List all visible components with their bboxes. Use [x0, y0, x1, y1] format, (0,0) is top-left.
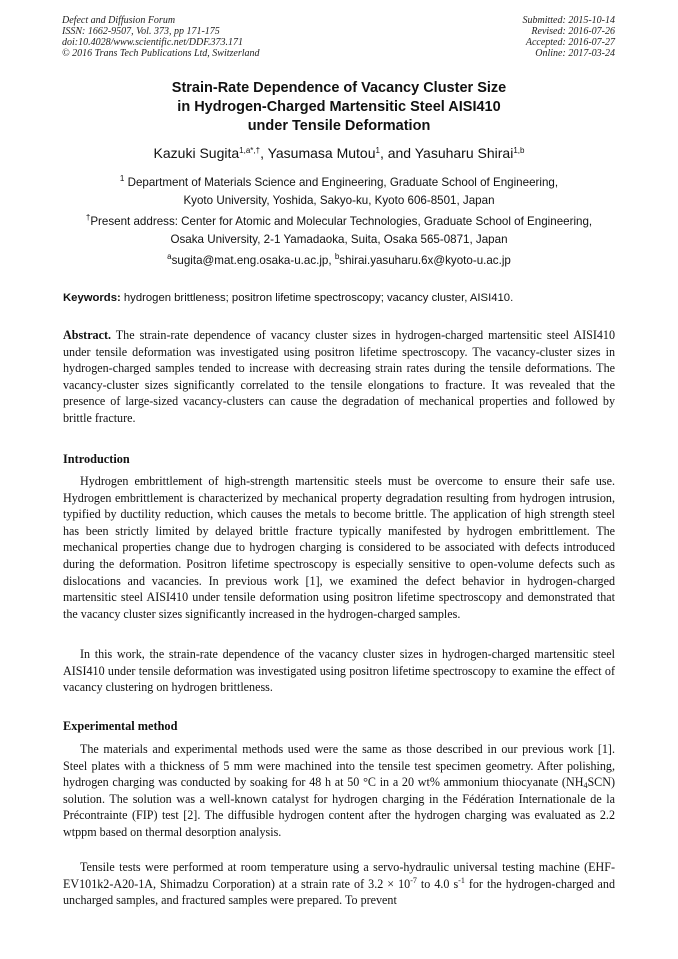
section-heading-experimental: Experimental method — [63, 719, 178, 733]
affiliation-line — [0, 213, 678, 231]
keywords — [63, 290, 615, 306]
keywords-label: Keywords: — [63, 292, 121, 304]
paragraph-text: The materials and experimental methods used were the same as those described in our previous work [1]. Steel plates with a thickness of 5 mm were machined into the tensile test specimen geometry. After polishing, hydrogen charging was conducted by soaking for 48 h at 50 °C in a 20 wt% ammonium thiocyanate (NH — [63, 742, 615, 790]
abstract — [63, 327, 615, 427]
paragraph: Hydrogen embrittlement of high-strength martensitic steels must be overcome to ensure their safe use. Hydrogen embrittlement is characterized by mechanical property degradation resulting from hydrogen intrusion, typified by ductility reduction, which causes the metals to become brittle. The application of high strength steel has been strictly limited by delayed brittle fracture typically manifested by hydrogen embrittlement. The mechanical properties change due to hydrogen charging is considered to be associated with defects introduced during the deformation. Positron lifetime spectroscopy is especially sensitive to open-volume defects such as dislocations and vacancies. In previous work [1], we examined the defect behavior in hydrogen-charged martensitic steel AISI410 under tensile deformation using positron lifetime spectroscopy and demonstrated that the vacancy cluster sizes significantly increased in the hydrogen-charged samples. — [63, 474, 615, 621]
subscript: 4 — [583, 781, 588, 791]
author-affiliation-mark: 1,a*,† — [239, 146, 261, 155]
author-list — [0, 144, 678, 162]
email-line — [0, 252, 678, 270]
superscript: -1 — [458, 875, 465, 885]
paragraph: In this work, the strain-rate dependence of the vacancy cluster sizes in hydrogen-charged martensitic steel AISI410 under tensile deformation was investigated using positron lifetime spectroscopy to examine the effect of vacancy clustering on hydrogen brittleness. — [63, 647, 615, 695]
affiliation-mark: † — [85, 213, 91, 222]
email-address: sugita@mat.eng.osaka-u.ac.jp, — [171, 254, 335, 267]
author-separator: , — [260, 145, 268, 161]
affiliation-text: Present address: Center for Atomic and Molecular Technologies, Graduate School of Engineering, — [90, 215, 593, 228]
affiliation-1 — [0, 174, 678, 209]
accepted-date: Accepted: 2016-07-27 — [525, 37, 615, 48]
copyright-line: © 2016 Trans Tech Publications Ltd, Switzerland — [62, 48, 260, 59]
journal-name: Defect and Diffusion Forum — [62, 15, 176, 26]
author-affiliation-mark: 1,b — [513, 146, 525, 155]
author-separator: , and — [379, 145, 415, 161]
affiliation-mark: 1 — [119, 174, 125, 183]
affiliation-line: Osaka University, 2-1 Yamadaoka, Suita, Osaka 565-0871, Japan — [170, 232, 508, 246]
keywords-text: hydrogen brittleness; positron lifetime spectroscopy; vacancy cluster, AISI410. — [120, 292, 514, 304]
section-heading-introduction: Introduction — [63, 452, 130, 466]
affiliation-text: Department of Materials Science and Engineering, Graduate School of Engineering, — [124, 176, 559, 189]
doi-line: doi:10.4028/www.scientific.net/DDF.373.171 — [62, 37, 244, 48]
author-name: Yasuharu Shirai — [414, 145, 514, 161]
online-date: Online: 2017-03-24 — [535, 48, 615, 59]
author-name: Kazuki Sugita — [153, 145, 240, 161]
submitted-date: Submitted: 2015-10-14 — [522, 15, 615, 26]
dates-header — [523, 15, 616, 59]
author-name: Yasumasa Mutou — [267, 145, 376, 161]
paragraph-text: to 4.0 s — [416, 876, 459, 891]
affiliation-line: Kyoto University, Yoshida, Sakyo-ku, Kyoto 606-8501, Japan — [183, 193, 495, 207]
email-mark: a — [167, 252, 172, 261]
author-affiliation-mark: 1 — [375, 146, 380, 155]
email-mark: b — [334, 252, 340, 261]
email-address: shirai.yasuharu.6x@kyoto-u.ac.jp — [339, 254, 511, 267]
title-line: in Hydrogen-Charged Martensitic Steel AISI410 — [177, 99, 501, 115]
paragraph-text: SCN) solution. The solution was a well-known catalyst for hydrogen charging in the Fédération Internationale de la Précontrainte (FIP) test [2]. The diffusible hydrogen content after the hydrogen charging was evaluated as 2.2 wtppm based on thermal desorption analysis. — [63, 775, 615, 839]
abstract-text: The strain-rate dependence of vacancy cluster sizes in hydrogen-charged martensitic steel AISI410 under tensile deformation was investigated using positron lifetime spectroscopy. The vacancy-cluster sizes in hydrogen-charged samples tended to increase with decreasing strain rates during the tensile deformations. The vacancy-cluster sizes significantly correlated to the tensile elongations to fracture. It was revealed that the presence of large-sized vacancy-clusters can cause the degradation of mechanical properties and followed by brittle fracture. — [63, 328, 615, 425]
superscript: -7 — [410, 875, 417, 885]
paragraph-text: Tensile tests were performed at room temperature using a servo-hydraulic universal testing machine (EHF-EV101k2-A20-1A, Shimadzu Corporation) at a strain rate of 3.2 × 10 — [63, 860, 615, 891]
revised-date: Revised: 2016-07-26 — [531, 26, 615, 37]
paragraph — [63, 741, 615, 841]
paragraph-text: for the hydrogen-charged and uncharged samples, and fractured samples were prepared. To prevent — [63, 876, 615, 908]
present-address — [0, 213, 678, 248]
title-line: under Tensile Deformation — [247, 118, 431, 134]
issn-line: ISSN: 1662-9507, Vol. 373, pp 171-175 — [62, 26, 220, 37]
abstract-label: Abstract. — [63, 328, 112, 342]
paper-title — [0, 79, 678, 136]
title-line: Strain-Rate Dependence of Vacancy Cluster Size — [171, 80, 507, 96]
journal-header — [62, 15, 260, 59]
affiliation-line — [0, 174, 678, 192]
paragraph — [63, 859, 615, 909]
